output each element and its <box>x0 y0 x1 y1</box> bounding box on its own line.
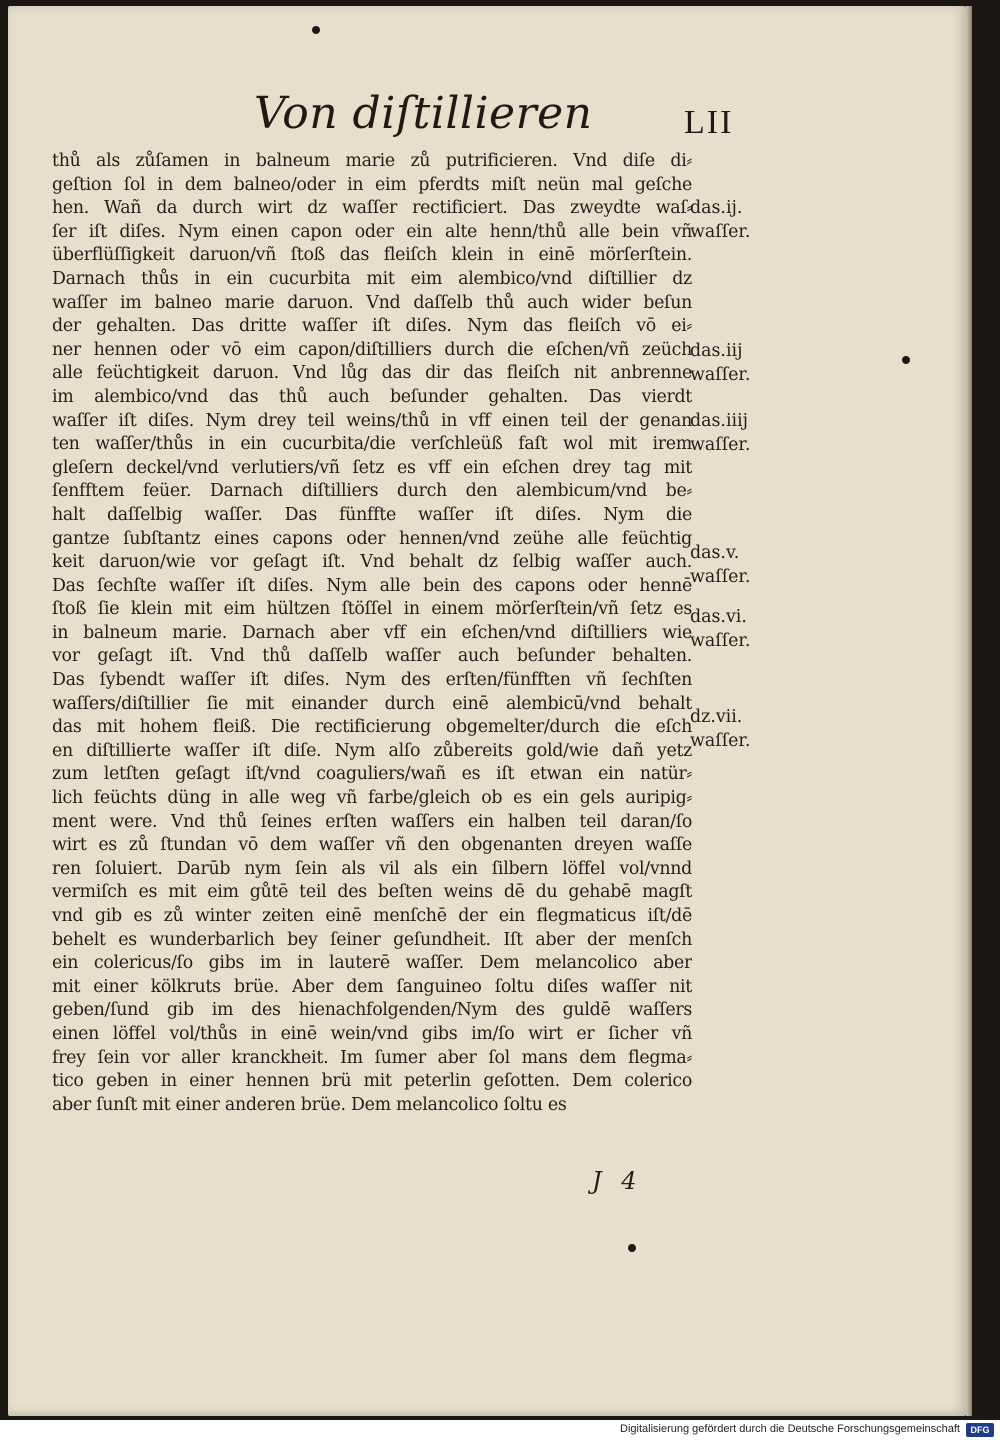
text-line: im alembico/vnd das thů auch beſunder gehalten. Das vierdt <box>52 386 692 407</box>
margin-note <box>690 706 750 753</box>
text-line: gleſern deckel/vnd verlutiers/vñ ſetz es vff ein eſchen drey tag mit <box>52 457 692 478</box>
margin-note-label: waſſer. <box>690 221 751 242</box>
text-line: geſtion ſol in dem balneo/oder in eim pferdts miſt neün mal geſche <box>52 174 692 195</box>
margin-note-label: waſſer. <box>690 434 751 455</box>
margin-note-number: das.iij <box>690 341 743 361</box>
text-line: waſſers/diſtillier ſie mit einander durch einē alembicū/vnd behalt <box>52 693 692 714</box>
text-line: einen löffel vol/thůs in einē wein/vnd gibs im/ſo wirt er ſicher vñ <box>52 1023 692 1044</box>
margin-note-label: waſſer. <box>690 566 751 587</box>
margin-note <box>690 606 750 653</box>
margin-note-label: waſſer. <box>690 630 751 651</box>
margin-note <box>690 340 750 387</box>
body-text <box>52 150 692 1117</box>
text-line: gantze ſubſtantz eines capons oder hennen/vnd zeühe alle feüchtig <box>52 528 692 549</box>
text-line: ein colericus/ſo gibs im in lauterē waſſer. Dem melancolico aber <box>52 953 692 974</box>
margin-note-number: das.iiij <box>690 411 749 431</box>
text-line: vermiſch es mit eim gůtē teil des beſten weins dē du gehabē magſt <box>52 882 692 903</box>
text-line: Das ſybendt waſſer iſt diſes. Nym des erſten/fünfften vñ ſechſten <box>52 670 692 691</box>
text-line: Darnach thůs in ein cucurbita mit eim alembico/vnd diſtillier dz <box>52 268 692 289</box>
text-line: der gehalten. Das dritte waſſer iſt diſes. Nym das fleiſch vō ei⸗ <box>52 316 692 337</box>
text-line: wirt es zů ſtundan vō dem waſſer vñ den obgenanten dreyen waſſe <box>52 835 692 856</box>
margin-note <box>690 542 750 589</box>
text-line: hen. Wañ da durch wirt dz waſſer rectificiert. Das zweydte waſ⸗ <box>52 198 692 219</box>
margin-note-number: das.vi. <box>690 607 747 627</box>
text-line: frey ſein vor aller kranckheit. Im ſumer aber ſol mans dem flegma⸗ <box>52 1047 692 1068</box>
text-line: waſſer iſt diſes. Nym drey teil weins/thů in vff einen teil der genan <box>52 410 692 431</box>
ink-dot-top <box>312 26 320 34</box>
margin-note-number: das.v. <box>690 543 740 563</box>
text-line: aber ſunſt mit einer anderen brüe. Dem melancolico ſoltu es <box>52 1094 567 1115</box>
text-line: geben/ſund gib im des hienachfolgenden/Nym des guldē waſſers <box>52 1000 692 1021</box>
text-line: Das ſechſte waſſer iſt diſes. Nym alle bein des capons oder hennē <box>52 575 692 596</box>
ink-dot-right <box>902 356 910 364</box>
margin-note-label: waſſer. <box>690 730 751 751</box>
text-line: lich feüchts düng in alle weg vñ farbe/gleich ob es ein gels auripig⸗ <box>52 788 692 809</box>
text-line: ren ſoluiert. Darūb nym ſein als vil als ein ſilbern löffel vol/vnnd <box>52 858 692 879</box>
signature-mark: J 4 <box>592 1167 643 1195</box>
text-line: vnd gib es zů winter zeiten einē menſchē der ein flegmaticus iſt/dē <box>52 906 692 926</box>
margin-note-number: das.ij. <box>690 198 743 218</box>
running-title: Von diſtillieren <box>254 88 593 139</box>
folio-number: LII <box>684 104 734 141</box>
text-line: ner hennen oder vō eim capon/diſtilliers durch die eſchen/vñ zeüch <box>52 339 692 360</box>
text-line: in balneum marie. Darnach aber vff ein eſchen/vnd diſtilliers wie <box>52 622 692 643</box>
text-line: vor geſagt iſt. Vnd thů daſſelb waſſer auch beſunder behalten. <box>52 646 692 667</box>
text-line: überflüſſigkeit daruon/vñ ſtoß das fleiſch klein in einē mörſerſtein. <box>52 245 692 266</box>
text-line: behelt es wunderbarlich bey ſeiner geſundheit. Iſt aber der menſch <box>52 929 692 950</box>
dfg-logo: DFG <box>966 1423 994 1437</box>
text-line: tico geben in einer hennen brü mit peterlin geſotten. Dem colerico <box>52 1071 692 1092</box>
text-line: ſtoß ſie klein mit eim hültzen ſtöſſel in einem mörſerſtein/vñ ſetz es <box>52 599 692 620</box>
text-line: zum letſten geſagt iſt/vnd coaguliers/wañ es iſt etwan ein natür⸗ <box>52 764 692 785</box>
text-line: keit daruon/wie vor geſagt iſt. Vnd behalt dz ſelbig waſſer auch. <box>52 552 692 573</box>
text-line: mit einer kölkruts brüe. Aber dem ſanguineo ſoltu diſes waſſer nit <box>52 976 692 997</box>
text-line: waſſer im balneo marie daruon. Vnd daſſelb thů auch wider beſun <box>52 292 692 313</box>
text-line: alle feüchtigkeit daruon. Vnd lůg das dir das fleiſch nit anbrenne <box>52 363 692 384</box>
margin-note <box>690 197 750 244</box>
margin-note-number: dz.vii. <box>690 707 743 727</box>
text-line: ſer iſt diſes. Nym einen capon oder ein alte henn/thů alle bein vñ <box>52 221 692 242</box>
text-line: das mit hohem fleiß. Die rectificierung obgemelter/durch die eſch <box>52 717 692 738</box>
funding-credit: Digitalisierung gefördert durch die Deutsche Forschungsgemeinschaft <box>620 1423 960 1435</box>
text-line: thů als zůſamen in balneum marie zů putrificieren. Vnd diſe di⸗ <box>52 151 692 171</box>
margin-note-label: waſſer. <box>690 364 751 385</box>
page-edge <box>966 6 972 1416</box>
text-line: ten waſſer/thůs in ein cucurbita/die verſchleüß faſt wol mit irem <box>52 434 692 455</box>
footer-bar <box>0 1420 1000 1440</box>
text-line: ſenfftem feüer. Darnach diſtilliers durch den alembicum/vnd be⸗ <box>52 481 692 502</box>
text-line: ment were. Vnd thů ſeines erſten waſſers ein halben teil daran/ſo <box>52 811 692 832</box>
margin-note <box>690 410 750 457</box>
ink-dot-bottom <box>628 1244 636 1252</box>
text-line: halt daſſelbig waſſer. Das fünffte waſſer iſt diſes. Nym die <box>52 504 692 525</box>
text-line: en diſtillierte waſſer iſt diſe. Nym alſo zůbereits gold/wie dañ yetz <box>52 740 692 761</box>
